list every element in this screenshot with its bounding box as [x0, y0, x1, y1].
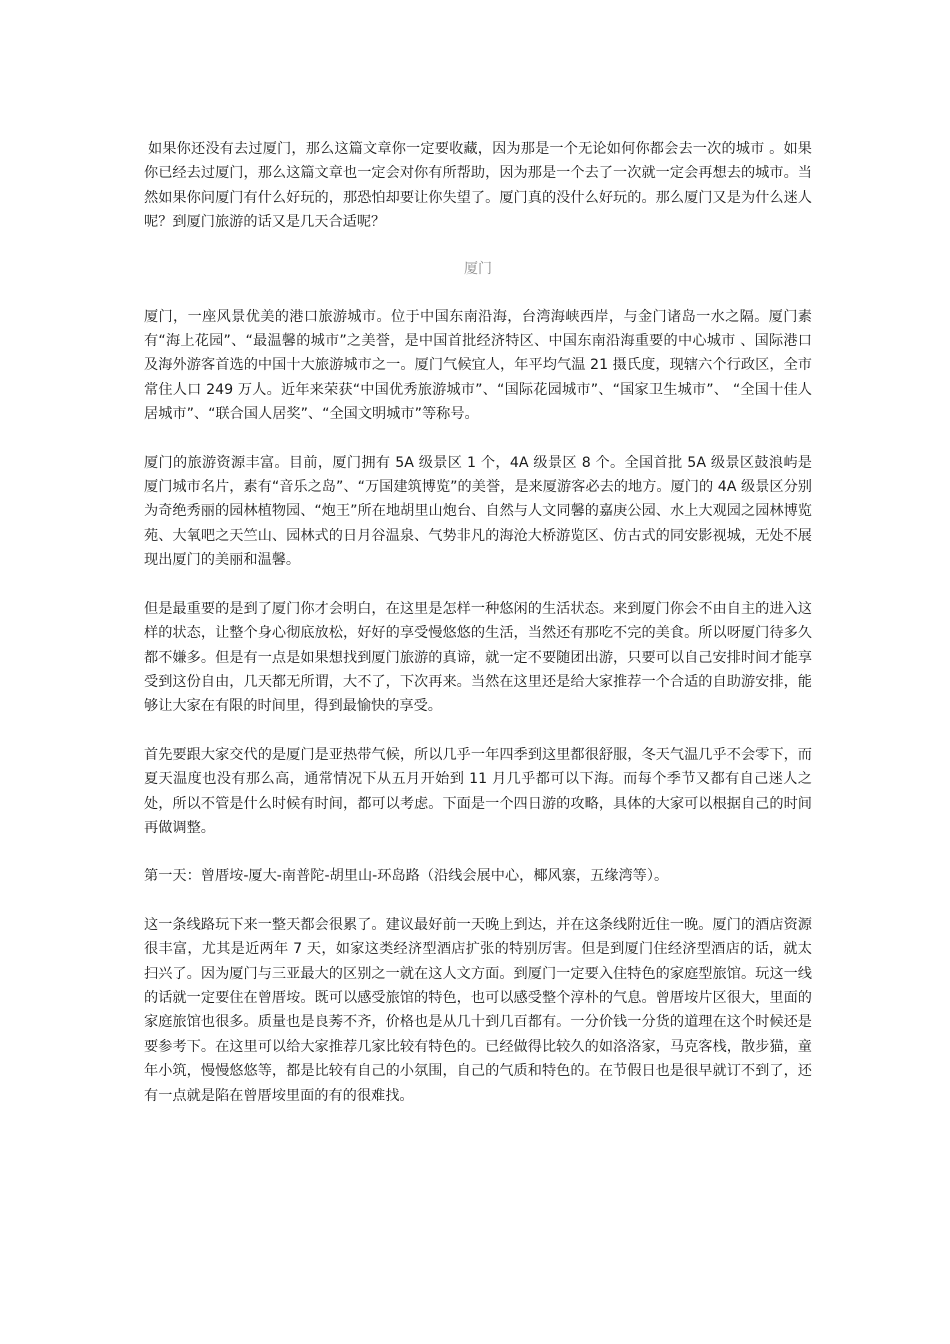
paragraph-overview: 厦门，一座风景优美的港口旅游城市。位于中国东南沿海，台湾海峡西岸，与金门诸岛一水之隔。厦门素有“海上花园”、“最温馨的城市”之美誉，是中国首批经济特区、中国东南沿海重要的中心城市 、国际港口及海外游客首选的中国十大旅游城市之一。厦门气候宜人，年平均气温 21 摄氏度，现辖六个行政区，全市常住人口 249 万人。近年来荣获“中国优秀旅游城市”、“国际花园城市”、“国家卫生城市”、 “全国十佳人居城市”、“联合国人居奖”、“全国文明城市”等称号。	[144, 308, 812, 423]
intro-paragraph: 如果你还没有去过厦门，那么这篇文章你一定要收藏，因为那是一个无论如何你都会去一次的城市 。如果你已经去过厦门，那么这篇文章也一定会对你有所帮助，因为那是一个去了一次就一定会再想去的城市。当然如果你问厦门有什么好玩的，那恐怕却要让你失望了。厦门真的没什么好玩的。那么厦门又是为什么迷人呢？到厦门旅游的话又是几天合适呢？	[144, 141, 812, 231]
paragraph-day-one-details: 这一条线路玩下来一整天都会很累了。建议最好前一天晚上到达，并在这条线附近住一晚。厦门的酒店资源很丰富，尤其是近两年 7 天，如家这类经济型酒店扩张的特别厉害。但是到厦门住经济型酒店的话，就太扫兴了。因为厦门与三亚最大的区别之一就在这人文方面。到厦门一定要入住特色的家庭型旅馆。玩这一线的话就一定要住在曾厝垵。既可以感受旅馆的特色，也可以感受整个淳朴的气息。曾厝垵片区很大，里面的家庭旅馆也很多。质量也是良莠不齐，价格也是从几十到几百都有。一分价钱一分货的道理在这个时候还是要参考下。在这里可以给大家推荐几家比较有特色的。已经做得比较久的如洛洛家，马克客栈，散步猫，童年小筑，慢慢悠悠等，都是比较有自己的小氛围，自己的气质和特色的。在节假日也是很早就订不到了，还有一点就是陷在曾厝垵里面的有的很难找。	[144, 916, 812, 1104]
paragraph-day-one-route: 第一天：曾厝垵-厦大-南普陀-胡里山-环岛路（沿线会展中心，椰风寨，五缘湾等）。	[144, 868, 669, 885]
paragraph-tourism: 厦门的旅游资源丰富。目前，厦门拥有 5A 级景区 1 个，4A 级景区 8 个。全国首批 5A 级景区鼓浪屿是厦门城市名片，素有“音乐之岛”、“万国建筑博览”的美誉，是来厦游客必去的地方。厦门的 4A 级景区分别为奇绝秀丽的园林植物园、“炮王”所在地胡里山炮台、自然与人文同馨的嘉庚公园、水上大观园之园林博览苑、大氧吧之天竺山、园林式的日月谷温泉、气势非凡的海沧大桥游览区、仿古式的同安影视城，无处不展现出厦门的美丽和温馨。	[144, 454, 812, 569]
paragraph-lifestyle: 但是最重要的是到了厦门你才会明白，在这里是怎样一种悠闲的生活状态。来到厦门你会不由自主的进入这样的状态，让整个身心彻底放松，好好的享受慢悠悠的生活，当然还有那吃不完的美食。所以呀厦门待多久都不嫌多。但是有一点是如果想找到厦门旅游的真谛，就一定不要随团出游，只要可以自己安排时间才能享受到这份自由，几天都无所谓，大不了，下次再来。当然在这里还是给大家推荐一个合适的自助游安排，能够让大家在有限的时间里，得到最愉快的享受。	[144, 600, 812, 715]
document-page	[144, 137, 812, 1108]
section-heading: 厦门	[464, 260, 492, 277]
paragraph-climate: 首先要跟大家交代的是厦门是亚热带气候，所以几乎一年四季到这里都很舒服，冬天气温几乎不会零下，而夏天温度也没有那么高，通常情况下从五月开始到 11 月几乎都可以下海。而每个季节又都有自己迷人之处，所以不管是什么时候有时间，都可以考虑。下面是一个四日游的攻略，具体的大家可以根据自己的时间再做调整。	[144, 746, 812, 836]
